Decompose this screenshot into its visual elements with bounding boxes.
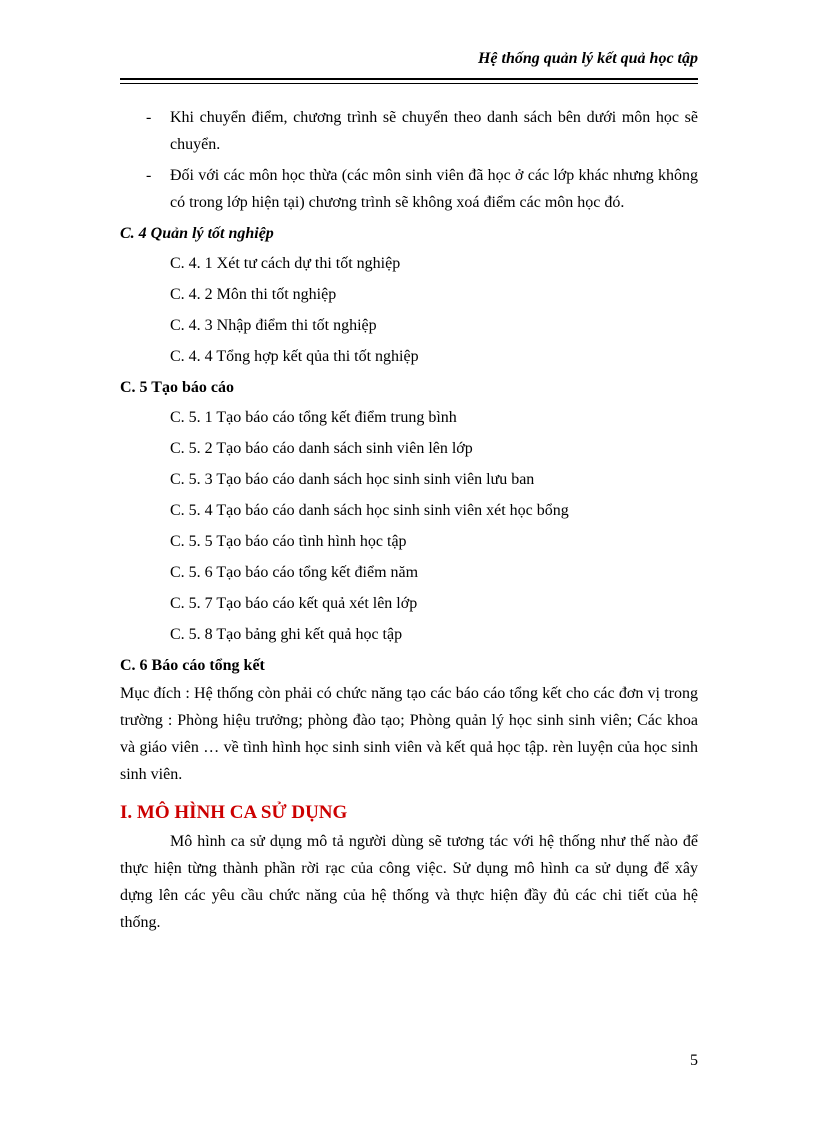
list-item: C. 4. 2 Môn thi tốt nghiệp <box>170 286 337 303</box>
list-item: C. 5. 3 Tạo báo cáo danh sách học sinh sinh viên lưu ban <box>170 471 535 488</box>
bullet-dash: - <box>146 167 152 184</box>
list-item: C. 5. 7 Tạo báo cáo kết quả xét lên lớp <box>170 595 418 612</box>
bullet-item <box>120 104 698 158</box>
list-item: C. 5. 8 Tạo bảng ghi kết quả học tập <box>170 626 403 643</box>
list-item: C. 5. 4 Tạo báo cáo danh sách học sinh sinh viên xét học bổng <box>170 502 569 519</box>
list-item: C. 5. 6 Tạo báo cáo tổng kết điểm năm <box>170 564 419 581</box>
paragraph-purpose: Mục đích : Hệ thống còn phải có chức năng tạo các báo cáo tổng kết cho các đơn vị trong trường : Phòng hiệu trưởng; phòng đào tạo; Phòng quản lý học sinh sinh viên; Các khoa và giáo viên … về tình hình học sinh sinh viên và kết quả học tập. rèn luyện của học sinh sinh viên. <box>120 685 698 783</box>
bullet-text: Khi chuyển điểm, chương trình sẽ chuyển theo danh sách bên dưới môn học sẽ chuyển. <box>170 109 698 153</box>
bullet-dash: - <box>146 109 152 126</box>
list-item: C. 5. 2 Tạo báo cáo danh sách sinh viên lên lớp <box>170 440 473 457</box>
section-title-use-case: I. MÔ HÌNH CA SỬ DỤNG <box>120 802 348 823</box>
running-header: Hệ thống quản lý kết quả học tập <box>477 50 698 67</box>
list-item: C. 4. 3 Nhập điểm thi tốt nghiệp <box>170 317 377 334</box>
section-heading-c4: C. 4 Quản lý tốt nghiệp <box>120 225 274 242</box>
header-rule-thin <box>120 83 698 84</box>
section-heading-c5: C. 5 Tạo báo cáo <box>120 379 234 396</box>
page-number: 5 <box>690 1052 698 1069</box>
list-item: C. 5. 5 Tạo báo cáo tình hình học tập <box>170 533 407 550</box>
list-item: C. 4. 4 Tổng hợp kết qủa thi tốt nghiệp <box>170 348 419 365</box>
list-item: C. 4. 1 Xét tư cách dự thi tốt nghiệp <box>170 255 401 272</box>
section-heading-c6: C. 6 Báo cáo tổng kết <box>120 657 265 674</box>
header-rule-thick <box>120 78 698 80</box>
bullet-item <box>120 162 698 216</box>
paragraph-use-case: Mô hình ca sử dụng mô tả người dùng sẽ tương tác với hệ thống như thế nào để thực hiện từng thành phần rời rạc của công việc. Sử dụng mô hình ca sử dụng để xây dựng lên các yêu cầu chức năng của hệ thống và thực hiện đầy đủ các chi tiết của hệ thống. <box>120 833 698 931</box>
list-item: C. 5. 1 Tạo báo cáo tổng kết điểm trung bình <box>170 409 457 426</box>
bullet-text: Đối với các môn học thừa (các môn sinh viên đã học ở các lớp khác nhưng không có trong lớp hiện tại) chương trình sẽ không xoá điểm các môn học đó. <box>170 167 698 211</box>
page-content <box>120 104 698 936</box>
